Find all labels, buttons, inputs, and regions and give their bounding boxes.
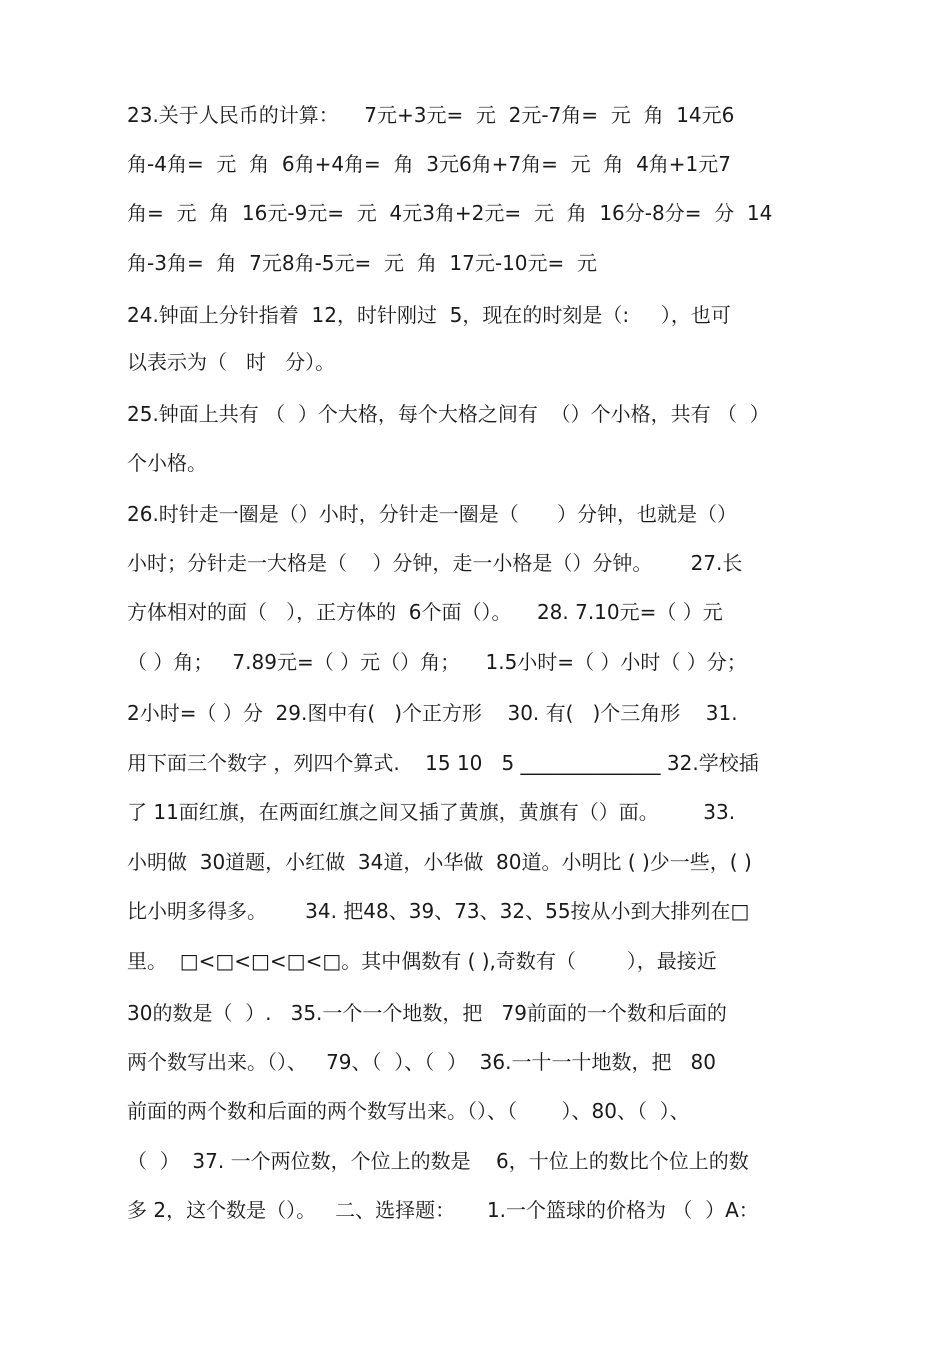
text-line-19: 30的数是（ ）. 35.一个一个地数，把 79前面的一个数和后面的	[127, 1001, 727, 1025]
text-line-10: 小时；分针走一大格是（ ）分钟，走一小格是（）分钟。 27.长	[127, 551, 743, 575]
text-line-08: 个小格。	[127, 451, 207, 475]
text-line-22: （ ） 37. 一个两位数，个位上的数是 6，十位上的数比个位上的数	[127, 1149, 749, 1173]
text-line-03: 角= 元 角 16元-9元= 元 4元3角+2元= 元 角 16分-8分= 分 14	[127, 201, 773, 225]
text-line-09: 26.时针走一圈是（）小时，分针走一圈是（ ）分钟，也就是（）	[127, 502, 737, 526]
text-line-01: 23.关于人民币的计算： 7元+3元= 元 2元-7角= 元 角 14元6	[127, 103, 735, 127]
text-line-15: 了 11面红旗，在两面红旗之间又插了黄旗，黄旗有（）面。 33.	[127, 800, 736, 824]
text-line-04: 角-3角= 角 7元8角-5元= 元 角 17元-10元= 元	[127, 251, 598, 275]
text-line-14: 用下面三个数字 ，列四个算式. 15 10 5 ______________ 32.学校插	[127, 751, 759, 775]
text-line-17: 比小明多得多。 34. 把48、39、73、32、55按从小到大排列在□	[127, 899, 750, 923]
text-line-23: 多 2，这个数是（）。 二、选择题： 1.一个篮球的价格为 （ ）A：	[127, 1198, 759, 1222]
text-line-21: 前面的两个数和后面的两个数写出来。（）、（ ）、80、（ ）、	[127, 1099, 690, 1123]
text-line-13: 2小时=（ ）分 29.图中有( )个正方形 30. 有( )个三角形 31.	[127, 701, 738, 725]
text-line-16: 小明做 30道题，小红做 34道，小华做 80道。小明比 ( )少一些，( )	[127, 850, 752, 874]
text-line-02: 角-4角= 元 角 6角+4角= 角 3元6角+7角= 元 角 4角+1元7	[127, 152, 732, 176]
text-line-20: 两个数写出来。（）、 79、（ ）、（ ） 36.一十一十地数，把 80	[127, 1050, 716, 1074]
text-line-07: 25.钟面上共有 （ ）个大格，每个大格之间有 （）个小格，共有 （ ）	[127, 402, 770, 426]
text-line-06: 以表示为（ 时 分）。	[127, 350, 336, 374]
text-line-05: 24.钟面上分针指着 12，时针刚过 5，现在的时刻是（: ），也可	[127, 303, 731, 327]
text-line-11: 方体相对的面（ ），正方体的 6个面（）。 28. 7.10元=（ ）元	[127, 600, 723, 624]
text-line-18: 里。 □<□<□<□<□。其中偶数有 ( ),奇数有（ ），最接近	[127, 949, 717, 973]
text-line-12: （ ）角； 7.89元=（ ）元（）角； 1.5小时=（ ）小时（ ）分；	[127, 650, 747, 674]
